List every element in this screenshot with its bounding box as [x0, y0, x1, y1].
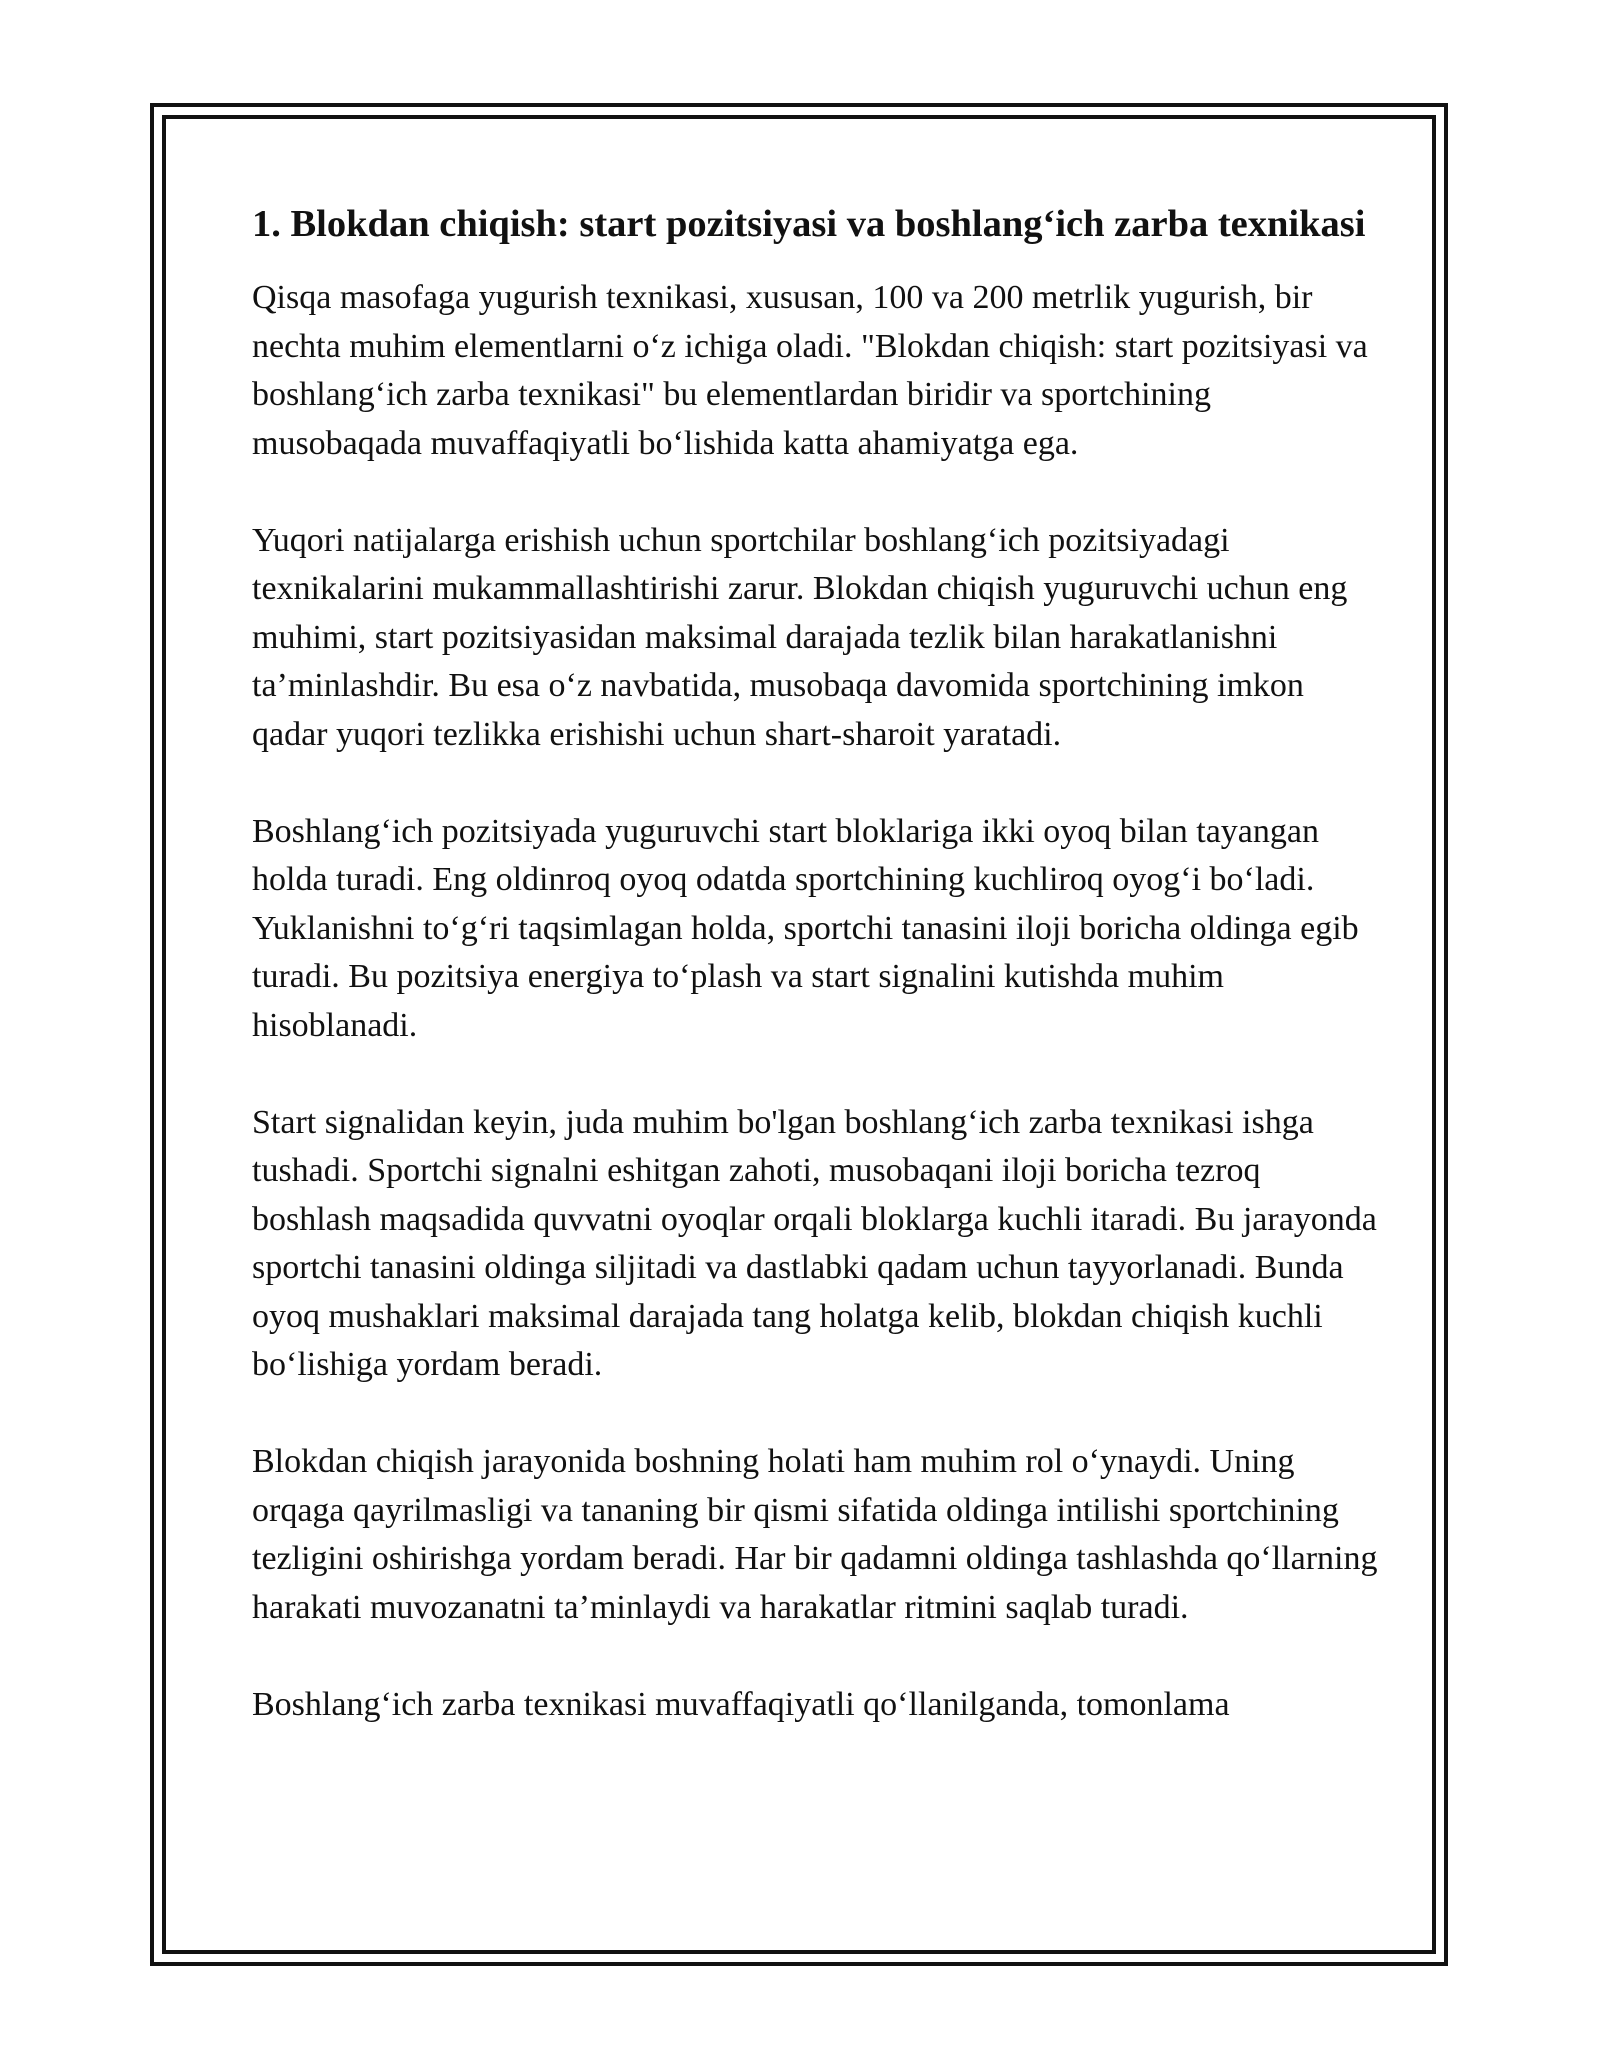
page-border-outer [150, 103, 1448, 1966]
section-heading: 1. Blokdan chiqish: start pozitsiyasi va boshlang‘ich zarba texnikasi [252, 203, 1366, 245]
document-body [252, 197, 1382, 1778]
paragraph-5: Blokdan chiqish jarayonida boshning holati ham muhim rol o‘ynaydi. Uning orqaga qayrilmasligi va tananing bir qismi sifatida oldinga intilishi sportchining tezligini oshirishga yordam beradi. Har bir qadamni oldinga tashlashda qo‘llarning harakati muvozanatni ta’minlaydi va harakatlar ritmini saqlab turadi. [252, 1443, 1378, 1626]
paragraph-4: Start signalidan keyin, juda muhim bo'lgan boshlang‘ich zarba texnikasi ishga tushadi. Sportchi signalni eshitgan zahoti, musobaqani iloji boricha tezroq boshlash maqsadida quvvatni oyoqlar orqali bloklarga kuchli itaradi. Bu jarayonda sportchi tanasini oldinga siljitadi va dastlabki qadam uchun tayyorlanadi. Bunda oyoq mushaklari maksimal darajada tang holatga kelib, blokdan chiqish kuchli bo‘lishiga yordam beradi. [252, 1103, 1377, 1383]
paragraph-6: Boshlang‘ich zarba texnikasi muvaffaqiyatli qo‘llanilganda, tomonlama [252, 1685, 1230, 1723]
page-border-inner [162, 115, 1436, 1954]
paragraph-2: Yuqori natijalarga erishish uchun sportchilar boshlang‘ich pozitsiyadagi texnikalarini mukammallashtirishi zarur. Blokdan chiqish yuguruvchi uchun eng muhimi, start pozitsiyasidan maksimal darajada tezlik bilan harakatlanishni ta’minlashdir. Bu esa o‘z navbatida, musobaqa davomida sportchining imkon qadar yuqori tezlikka erishishi uchun shart-sharoit yaratadi. [252, 521, 1348, 753]
paragraph-1: Qisqa masofaga yugurish texnikasi, xususan, 100 va 200 metrlik yugurish, bir nechta muhim elementlarni o‘z ichiga oladi. "Blokdan chiqish: start pozitsiyasi va boshlang‘ich zarba texnikasi" bu elementlardan biridir va sportchining musobaqada muvaffaqiyatli bo‘lishida katta ahamiyatga ega. [252, 279, 1368, 462]
paragraph-3: Boshlang‘ich pozitsiyada yuguruvchi start bloklariga ikki oyoq bilan tayangan holda turadi. Eng oldinroq oyoq odatda sportchining kuchliroq oyog‘i bo‘ladi. Yuklanishni to‘g‘ri taqsimlagan holda, sportchi tanasini iloji boricha oldinga egib turadi. Bu pozitsiya energiya to‘plash va start signalini kutishda muhim hisoblanadi. [252, 812, 1359, 1044]
